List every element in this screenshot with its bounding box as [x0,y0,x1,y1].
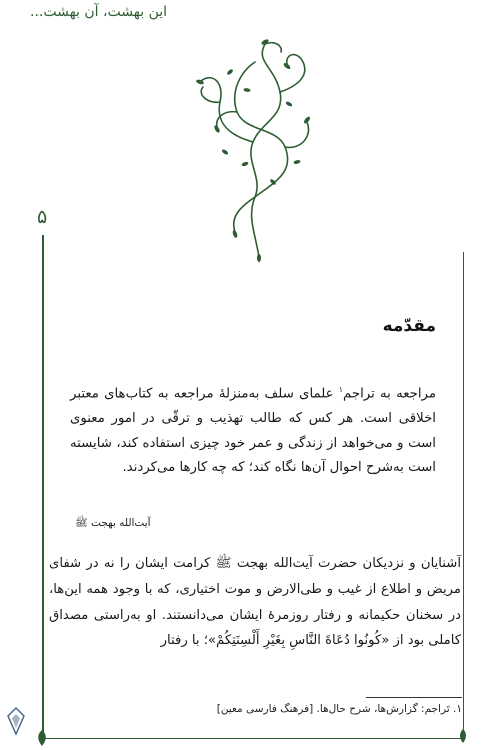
quote-text-start: مراجعه به تراجم [343,386,436,402]
rule-corner-ornament-icon [456,728,470,744]
footnote-ref: ۱ [338,385,344,394]
vine-ornament-icon [185,32,325,262]
rule-end-ornament-icon [33,728,51,748]
quote-text-rest: علمای سلف به‌منزلهٔ مراجعه به کتاب‌های معتبر اخلاقی است. هر کس که طالب تهذیب و ترقّی در امور معنوی است و می‌خواهد از زندگی و عمر خود چیزی استفاده کند، شایسته است به‌شرح احوال آن‌ها نگاه کند؛ که چه کارها می‌کردند. [70,386,436,476]
page-number: ۵ [37,206,48,228]
bottom-rule [42,738,464,739]
body-paragraph [49,551,461,654]
footnote-rule [366,697,462,698]
body-paragraph-text: آشنایان و نزدیکان حضرت آیت‌الله بهجت ﷺ کرامت ایشان را نه در شفای مریض و اطلاع از غیب و طی‌الارض و موت اختیاری، که با وجود همه این‌ها، در سخنان حکیمانه و رفتار روزمرهٔ ایشان می‌دانستند. او به‌راستی مصداق کاملی بود از «کُونُوا دُعَاةَ النَّاسِ بِغَیْرِ أَلْسِنَتِکُمْ»؛ با رفتار [49,556,461,649]
running-head: این بهشت، آن بهشت... [30,4,168,20]
epigraph-quote [70,378,436,481]
watermark-logo-icon [4,706,28,736]
right-margin-rule [463,252,465,740]
quote-attribution: آیت‌الله بهجت ﷺ [75,517,151,529]
section-title: مقدّمه [382,316,436,336]
footnote: ۱. تَراجم: گزارش‌ها، شرح حال‌ها. [فرهنگ فارسی معین] [216,703,462,715]
left-margin-rule [42,235,44,740]
